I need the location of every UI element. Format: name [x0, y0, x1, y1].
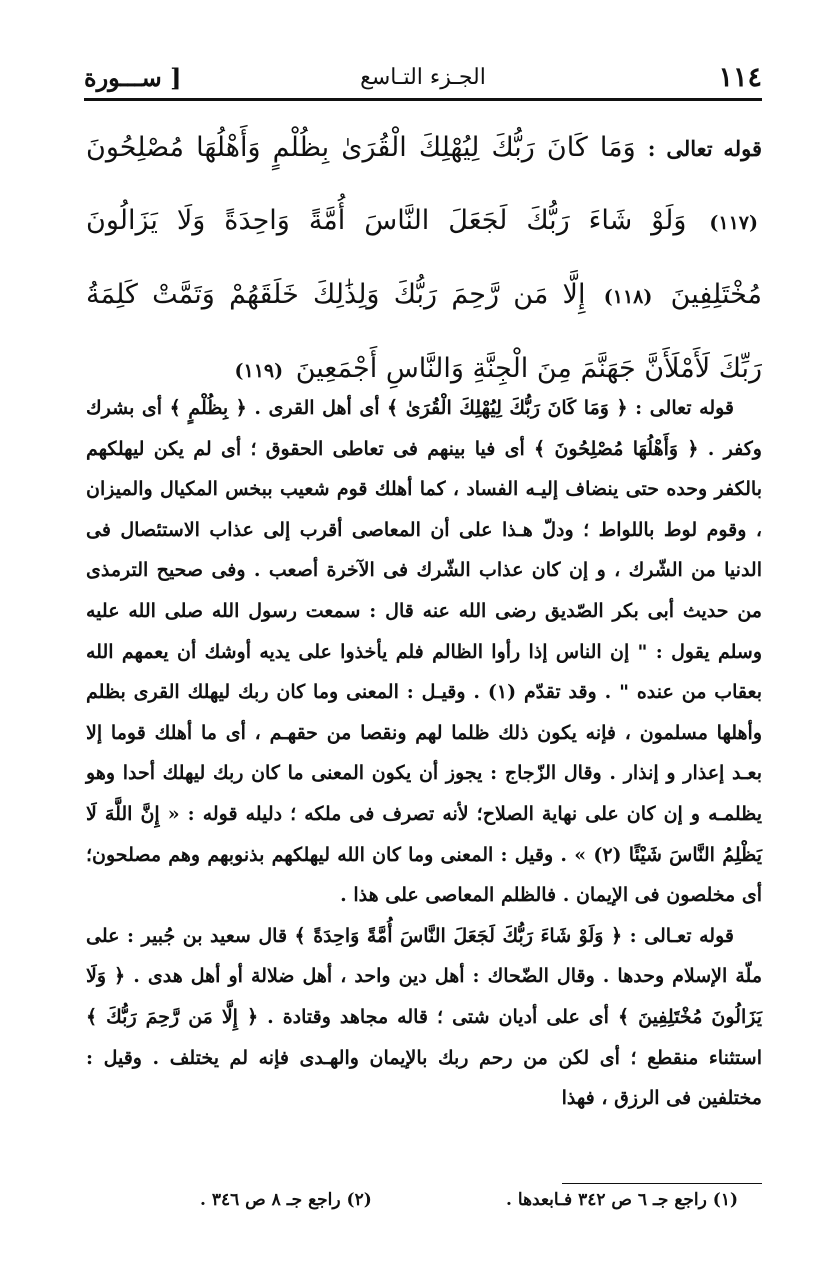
verse-number-119: (١١٩): [234, 360, 284, 382]
footnotes: [200, 1190, 738, 1210]
commentary-paragraph-1: قوله تعالى : ﴿ وَمَا كَانَ رَبُّكَ لِيُهْلِكَ الْقُرَىٰ ﴾ أى أهل القرى . ﴿ بِظُلْمٍ ﴾ أى بشرك وكفر . ﴿ وَأَهْلُهَا مُصْلِحُونَ ﴾ أى فيا بينهم فى تعاطى الحقوق ؛ أى لم يكن ليهلكهم بالكفر وحده حتى ينضاف إليـه الفساد ، كما أهلك قوم شعيب ببخس المكيال والميزان ، وقوم لوط باللواط ؛ ودلّ هـذا على أن المعاصى أقرب إلى عذاب الاستئصال فى الدنيا من الشّرك ، و إن كان عذاب الشّرك فى الآخرة أصعب . وفى صحيح الترمذى من حديث أبى بكر الصّديق رضى الله عنه قال : سمعت رسول الله صلى الله عليه وسلم يقول : " إن الناس إذا رأوا الظالم فلم يأخذوا على يديه أوشك أن يعمهم الله بعقاب من عنده " . وقد تقدّم (١) . وقيـل : المعنى وما كان ربك ليهلك القرى بظلم وأهلها مسلمون ، فإنه يكون ذلك ظلما لهم ونقصا من حقهـم ، أى ما أهلك قوما إلا بعـد إعذار و إنذار . وقال الزّجاج : يجوز أن يكون المعنى ما كان ربك ليهلك أحدا وهو يظلمـه و إن كان على نهاية الصلاح؛ لأنه تصرف فى ملكه ؛ دليله قوله : « إِنَّ اللَّهَ لَا يَظْلِمُ النَّاسَ شَيْئًا (٢) » . وقيل : المعنى وما كان الله ليهلكهم بذنوبهم وهم مصلحون؛ أى مخلصون فى الإيمان . فالظلم المعاصى على هذا .: [86, 397, 763, 907]
page-number: ١١٤: [718, 61, 762, 93]
verse-number-117: (١١٧): [709, 212, 758, 234]
footnote-1: (١) راجع جـ ٦ ص ٣٤٢ فـابعدها .: [506, 1190, 738, 1210]
verse-text-117: وَمَا كَانَ رَبُّكَ لِيُهْلِكَ الْقُرَىٰ بِظُلْمٍ وَأَهْلُهَا مُصْلِحُونَ: [86, 132, 636, 163]
footnote-divider: [562, 1183, 762, 1184]
part-title: الجـزء التـاسع: [360, 64, 486, 90]
quran-verses-block: [86, 112, 762, 407]
verse-text-118: وَلَوْ شَاءَ رَبُّكَ لَجَعَلَ النَّاسَ أُمَّةً وَاحِدَةً وَلَا يَزَالُونَ مُخْتَلِفِينَ: [86, 205, 762, 310]
surah-label: [ ســـورة: [84, 62, 182, 92]
commentary-paragraph-2: قوله تعـالى : ﴿ وَلَوْ شَاءَ رَبُّكَ لَجَعَلَ النَّاسَ أُمَّةً وَاحِدَةً ﴾ قال سعيد بن جُبير : على ملّة الإسلام وحدها . وقال الضّحاك : أهل دين واحد ، أهل ضلالة أو أهل هدى . ﴿ وَلَا يَزَالُونَ مُخْتَلِفِينَ ﴾ أى على أديان شتى ؛ قاله مجاهد وقتادة . ﴿ إِلَّا مَن رَّحِمَ رَبُّكَ ﴾ استثناء منقطع ؛ أى لكن من رحم ربك بالإيمان والهـدى فإنه لم يختلف . وقيل : مختلفين فى الرزق ، فهذا: [86, 924, 762, 1110]
verse-number-118: (١١٨): [603, 286, 653, 308]
verses-intro: قوله تعالى :: [647, 136, 762, 161]
verse-text-119: إِلَّا مَن رَّحِمَ رَبُّكَ وَلِذَٰلِكَ خَلَقَهُمْ وَتَمَّتْ كَلِمَةُ رَبِّكَ لَأَمْلَأَنَّ جَهَنَّمَ مِنَ الْجِنَّةِ وَالنَّاسِ أَجْمَعِينَ: [86, 279, 762, 384]
running-header: [84, 56, 762, 101]
commentary-block: [86, 388, 762, 1119]
footnote-2: (٢) راجع جـ ٨ ص ٣٤٦ .: [200, 1190, 372, 1210]
